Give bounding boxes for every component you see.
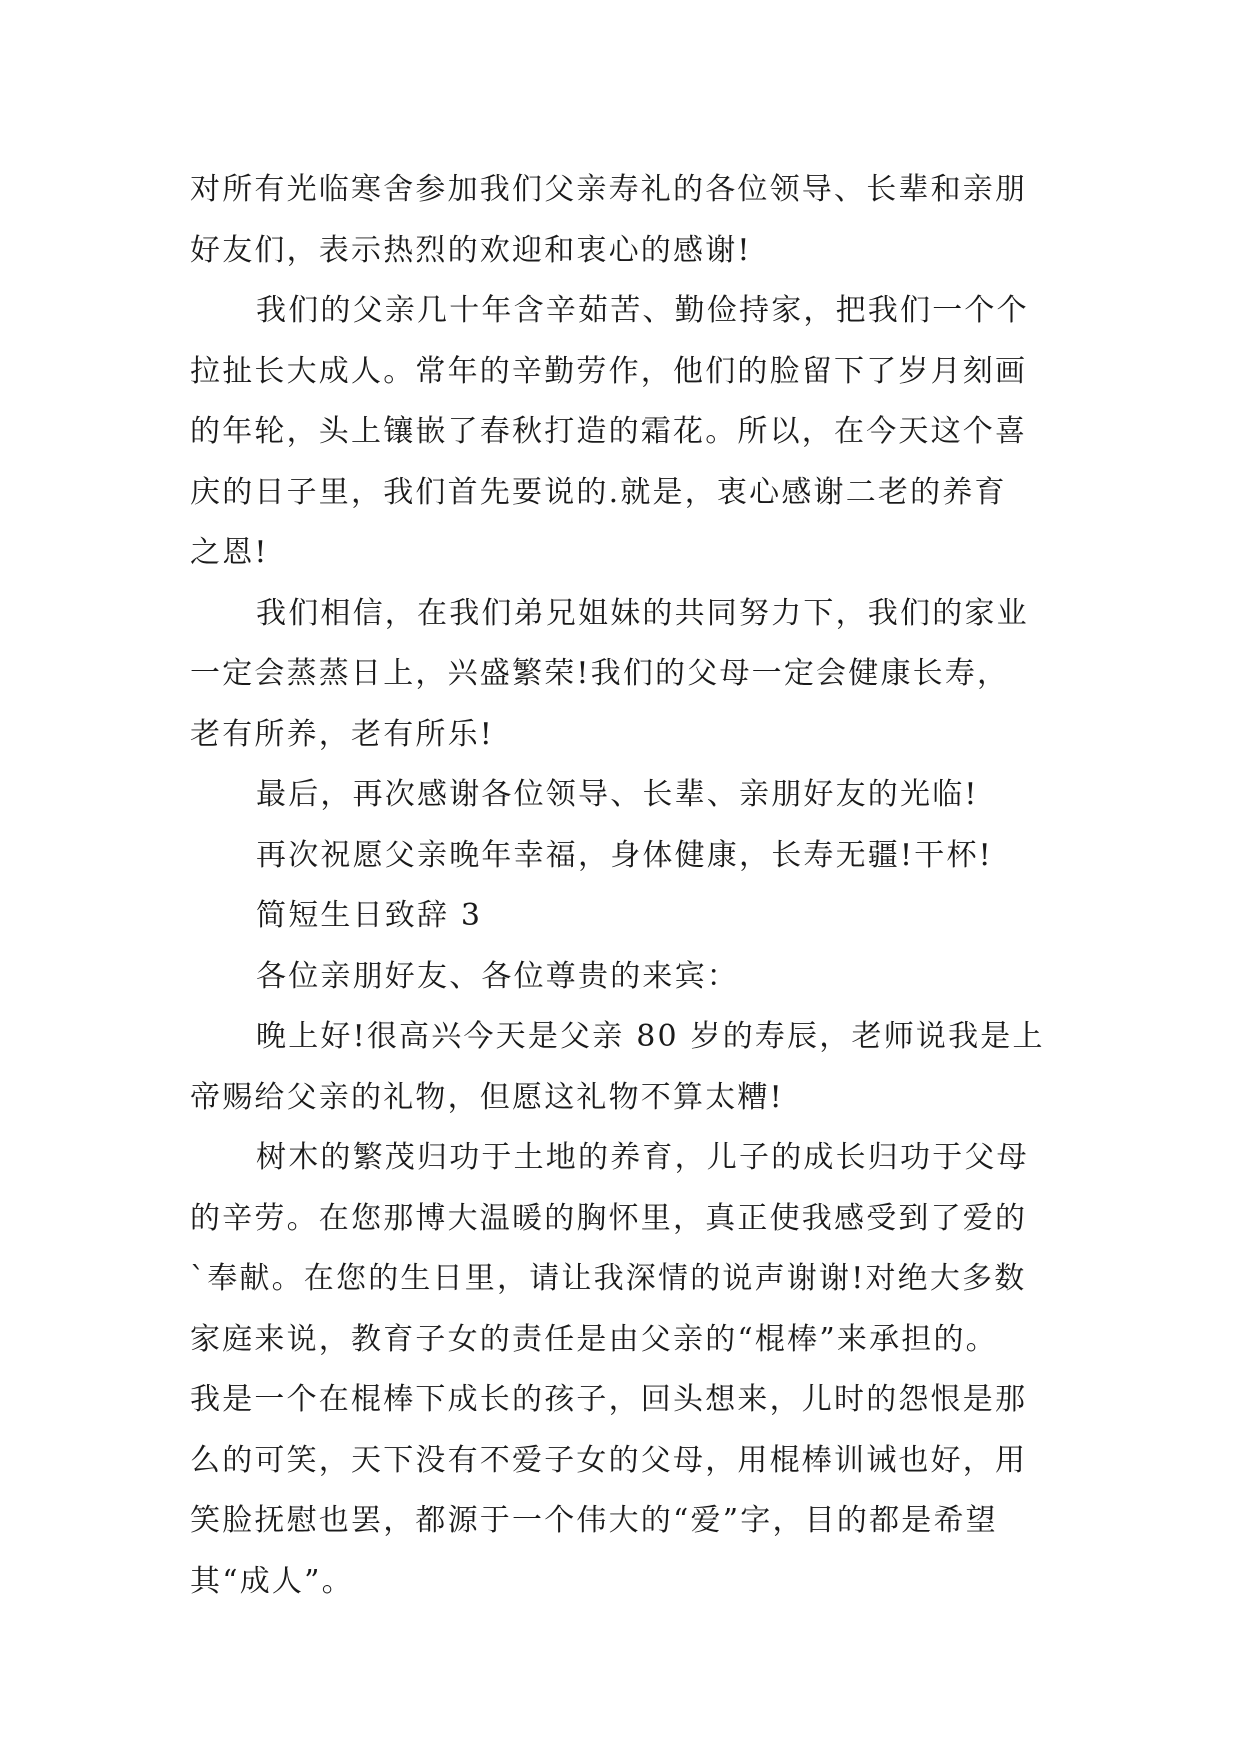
text-line: 拉扯长大成人。常年的辛勤劳作，他们的脸留下了岁月刻画 — [190, 353, 1028, 389]
text-line: 老有所养，老有所乐! — [190, 716, 495, 752]
text-line: 对所有光临寒舍参加我们父亲寿礼的各位领导、长辈和亲朋 — [190, 172, 1028, 207]
text-line: 晚上好!很高兴今天是父亲 80 岁的寿辰，老师说我是上 — [256, 1019, 1045, 1054]
text-line: 之恩! — [190, 535, 269, 570]
text-line: 笑脸抚慰也罢，都源于一个伟大的“爱”字，目的都是希望 — [190, 1503, 998, 1538]
text-line: 再次祝愿父亲晚年幸福，身体健康，长寿无疆!干杯! — [256, 837, 993, 873]
text-line: 家庭来说，教育子女的责任是由父亲的“棍棒”来承担的。 — [190, 1321, 998, 1357]
text-line: 的辛劳。在您那博大温暖的胸怀里，真正使我感受到了爱的 — [190, 1200, 1028, 1236]
text-line: 我们相信，在我们弟兄姐妹的共同努力下，我们的家业 — [256, 595, 1029, 631]
text-line: 我是一个在棍棒下成长的孩子，回头想来，儿时的怨恨是那 — [190, 1382, 1028, 1417]
text-line: `奉献。在您的生日里，请让我深情的说声谢谢!对绝大多数 — [190, 1261, 1027, 1296]
text-line: 么的可笑，天下没有不爱子女的父母，用棍棒训诫也好，用 — [190, 1442, 1028, 1478]
section-heading: 简短生日致辞 3 — [256, 898, 483, 933]
text-line: 庆的日子里，我们首先要说的.就是，衷心感谢二老的养育 — [190, 474, 1007, 510]
document-body — [190, 160, 1050, 1612]
text-line: 最后，再次感谢各位领导、长辈、亲朋好友的光临! — [256, 777, 979, 812]
text-line: 帝赐给父亲的礼物，但愿这礼物不算太糟! — [190, 1079, 784, 1115]
salutation: 各位亲朋好友、各位尊贵的来宾： — [256, 958, 739, 994]
text-line: 一定会蒸蒸日上，兴盛繁荣!我们的父母一定会健康长寿， — [190, 656, 1010, 691]
text-line: 其“成人”。 — [190, 1563, 354, 1599]
text-line: 的年轮，头上镶嵌了春秋打造的霜花。所以，在今天这个喜 — [190, 414, 1028, 449]
text-line: 树木的繁茂归功于土地的养育，儿子的成长归功于父母 — [256, 1140, 1029, 1175]
text-line: 我们的父亲几十年含辛茹苦、勤俭持家，把我们一个个 — [256, 293, 1029, 328]
text-line: 好友们，表示热烈的欢迎和衷心的感谢! — [190, 232, 752, 268]
